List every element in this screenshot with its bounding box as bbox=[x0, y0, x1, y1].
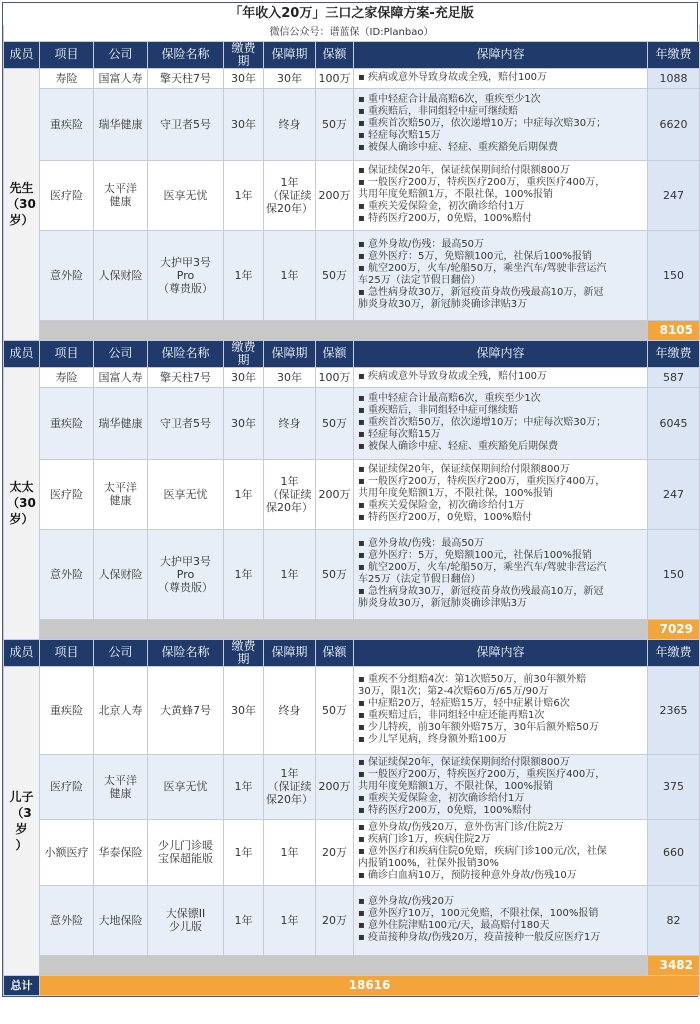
header-cell: 项目 bbox=[40, 639, 94, 666]
product-cell: 大护甲3号 Pro （尊贵版） bbox=[148, 230, 224, 320]
term-cell: 终身 bbox=[264, 387, 316, 459]
term-cell: 1年 （保证续 保20年） bbox=[264, 754, 316, 819]
company-cell: 华泰保险 bbox=[94, 819, 148, 885]
item-cell: 重疾险 bbox=[40, 387, 94, 459]
pay-cell: 1年 bbox=[224, 754, 264, 819]
term-cell: 1年 bbox=[264, 885, 316, 955]
header-cell: 保险名称 bbox=[148, 41, 224, 68]
coverage-content: ▪ 重疾不分组赔4次：第1次赔50万，前30年额外赔 30万，限1次；第2-4次赔60万/65万/90万 ▪ 中症赔20万，轻症赔15万，轻中症累计赔6次 ▪ 重疾赔过后，非同组轻中症还能再赔1次 ▪ 少儿特疾，前30年额外赔75万，30年后额外赔50万 ▪ 少儿罕见病，终身额外赔100万 bbox=[354, 666, 648, 754]
table-row bbox=[4, 230, 700, 320]
product-cell: 大保镖II 少儿版 bbox=[148, 885, 224, 955]
item-cell: 寿险 bbox=[40, 68, 94, 88]
table-header-row bbox=[4, 639, 700, 666]
header-cell: 保险名称 bbox=[148, 639, 224, 666]
annual-fee: 660 bbox=[648, 819, 700, 885]
coverage-content: ▪ 意外身故/伤残：最高50万 ▪ 意外医疗：5万，免赔额100元，社保后100%报销 ▪ 航空200万，火车/轮船50万，乘坐汽车/驾驶非营运汽 车25万（法定节假日翻倍） ▪ 急性病身故30万，新冠疫苗身故伤残最高10万，新冠 肺炎身故30万，新冠肺炎确诊津贴3万 bbox=[354, 529, 648, 619]
amount-cell: 50万 bbox=[316, 230, 354, 320]
company-cell: 国富人寿 bbox=[94, 68, 148, 88]
company-cell: 太平洋 健康 bbox=[94, 160, 148, 230]
header-cell: 公司 bbox=[94, 41, 148, 68]
header-cell: 年缴费 bbox=[648, 41, 700, 68]
header-cell: 公司 bbox=[94, 340, 148, 367]
subtotal-blank bbox=[40, 955, 648, 975]
header-cell: 缴费期 bbox=[224, 41, 264, 68]
annual-fee: 82 bbox=[648, 885, 700, 955]
table-row bbox=[4, 367, 700, 387]
term-cell: 1年 bbox=[264, 230, 316, 320]
amount-cell: 20万 bbox=[316, 819, 354, 885]
subtotal-row bbox=[4, 320, 700, 340]
product-cell: 大黄蜂7号 bbox=[148, 666, 224, 754]
coverage-content: ▪ 重中轻症合计最高赔6次，重疾至少1次 ▪ 重疾赔后，非同组轻中症可继续赔 ▪ 重疾首次赔50万，依次递增10万；中症每次赔30万； ▪ 轻症每次赔15万 ▪ 被保人确诊中症、轻症、重疾豁免后期保费 bbox=[354, 88, 648, 160]
coverage-content: ▪ 重中轻症合计最高赔6次，重疾至少1次 ▪ 重疾赔后，非同组轻中症可继续赔 ▪ 重疾首次赔50万，依次递增10万；中症每次赔30万； ▪ 轻症每次赔15万 ▪ 被保人确诊中症、轻症、重疾豁免后期保费 bbox=[354, 387, 648, 459]
table-row bbox=[4, 819, 700, 885]
company-cell: 北京人寿 bbox=[94, 666, 148, 754]
header-cell: 年缴费 bbox=[648, 340, 700, 367]
pay-cell: 30年 bbox=[224, 367, 264, 387]
item-cell: 意外险 bbox=[40, 230, 94, 320]
total-label: 总计 bbox=[4, 975, 40, 995]
amount-cell: 200万 bbox=[316, 459, 354, 529]
company-cell: 太平洋 健康 bbox=[94, 459, 148, 529]
member-name: 先生 （30 岁） bbox=[4, 68, 40, 340]
coverage-content: ▪ 疾病或意外导致身故或全残，赔付100万 bbox=[354, 367, 648, 387]
pay-cell: 1年 bbox=[224, 230, 264, 320]
page-subtitle: 微信公众号：谱蓝保（ID:Planbao） bbox=[4, 25, 700, 41]
product-cell: 医享无忧 bbox=[148, 459, 224, 529]
header-cell: 保额 bbox=[316, 639, 354, 666]
subtotal-amount: 3482 bbox=[648, 955, 700, 975]
item-cell: 小额医疗 bbox=[40, 819, 94, 885]
subtotal-row bbox=[4, 955, 700, 975]
pay-cell: 1年 bbox=[224, 529, 264, 619]
annual-fee: 247 bbox=[648, 160, 700, 230]
annual-fee: 1088 bbox=[648, 68, 700, 88]
term-cell: 1年 bbox=[264, 819, 316, 885]
header-cell: 缴费期 bbox=[224, 639, 264, 666]
member-name: 太太 （30 岁） bbox=[4, 367, 40, 639]
coverage-content: ▪ 意外身故/伤残：最高50万 ▪ 意外医疗：5万，免赔额100元，社保后100%报销 ▪ 航空200万，火车/轮船50万，乘坐汽车/驾驶非营运汽 车25万（法定节假日翻倍） ▪ 急性病身故30万，新冠疫苗身故伤残最高10万，新冠 肺炎身故30万，新冠肺炎确诊津贴3万 bbox=[354, 230, 648, 320]
header-cell: 保险名称 bbox=[148, 340, 224, 367]
pay-cell: 30年 bbox=[224, 68, 264, 88]
amount-cell: 50万 bbox=[316, 88, 354, 160]
table-row bbox=[4, 885, 700, 955]
coverage-content: ▪ 意外身故/伤残20万，意外伤害门诊/住院2万 ▪ 疾病门诊1万，疾病住院2万 ▪ 意外医疗和疾病住院0免赔，疾病门诊100元/次，社保 内报销100%，社保外报销30% ▪ 确诊白血病10万，预防接种意外身故/伤残10万 bbox=[354, 819, 648, 885]
plan-table bbox=[3, 3, 700, 996]
annual-fee: 587 bbox=[648, 367, 700, 387]
header-cell: 项目 bbox=[40, 340, 94, 367]
header-cell: 保障内容 bbox=[354, 639, 648, 666]
subtotal-amount: 8105 bbox=[648, 320, 700, 340]
company-cell: 瑞华健康 bbox=[94, 387, 148, 459]
table-header-row bbox=[4, 340, 700, 367]
pay-cell: 1年 bbox=[224, 885, 264, 955]
subtotal-amount: 7029 bbox=[648, 619, 700, 639]
company-cell: 太平洋 健康 bbox=[94, 754, 148, 819]
term-cell: 终身 bbox=[264, 666, 316, 754]
header-cell: 保障期 bbox=[264, 41, 316, 68]
item-cell: 医疗险 bbox=[40, 459, 94, 529]
company-cell: 瑞华健康 bbox=[94, 88, 148, 160]
table-row bbox=[4, 529, 700, 619]
annual-fee: 2365 bbox=[648, 666, 700, 754]
pay-cell: 1年 bbox=[224, 819, 264, 885]
item-cell: 意外险 bbox=[40, 885, 94, 955]
header-cell: 保障期 bbox=[264, 340, 316, 367]
header-cell: 缴费期 bbox=[224, 340, 264, 367]
term-cell: 1年 bbox=[264, 529, 316, 619]
table-row bbox=[4, 387, 700, 459]
table-row bbox=[4, 459, 700, 529]
pay-cell: 30年 bbox=[224, 666, 264, 754]
coverage-content: ▪ 保证续保20年，保证续保期间给付限额800万 ▪ 一般医疗200万，特疾医疗200万，重疾医疗400万， 共用年度免赔额1万，不限社保，100%报销 ▪ 重疾关爱保险金，初次确诊给付1万 ▪ 特药医疗200万，0免赔，100%赔付 bbox=[354, 160, 648, 230]
amount-cell: 200万 bbox=[316, 160, 354, 230]
company-cell: 国富人寿 bbox=[94, 367, 148, 387]
subtotal-blank bbox=[40, 320, 648, 340]
header-cell: 成员 bbox=[4, 41, 40, 68]
amount-cell: 50万 bbox=[316, 387, 354, 459]
term-cell: 30年 bbox=[264, 68, 316, 88]
product-cell: 大护甲3号 Pro （尊贵版） bbox=[148, 529, 224, 619]
item-cell: 重疾险 bbox=[40, 666, 94, 754]
header-cell: 保额 bbox=[316, 41, 354, 68]
annual-fee: 375 bbox=[648, 754, 700, 819]
annual-fee: 6620 bbox=[648, 88, 700, 160]
header-cell: 成员 bbox=[4, 340, 40, 367]
item-cell: 寿险 bbox=[40, 367, 94, 387]
pay-cell: 1年 bbox=[224, 160, 264, 230]
annual-fee: 150 bbox=[648, 230, 700, 320]
amount-cell: 20万 bbox=[316, 885, 354, 955]
header-cell: 成员 bbox=[4, 639, 40, 666]
header-cell: 项目 bbox=[40, 41, 94, 68]
coverage-content: ▪ 保证续保20年，保证续保期间给付限额800万 ▪ 一般医疗200万，特疾医疗200万，重疾医疗400万， 共用年度免赔额1万，不限社保，100%报销 ▪ 重疾关爱保险金，初次确诊给付1万 ▪ 特药医疗200万，0免赔，100%赔付 bbox=[354, 754, 648, 819]
term-cell: 1年 （保证续 保20年） bbox=[264, 160, 316, 230]
page-title: 「年收入20万」三口之家保障方案-充足版 bbox=[229, 6, 474, 21]
header-cell: 保障期 bbox=[264, 639, 316, 666]
product-cell: 医享无忧 bbox=[148, 160, 224, 230]
term-cell: 1年 （保证续 保20年） bbox=[264, 459, 316, 529]
product-cell: 守卫者5号 bbox=[148, 387, 224, 459]
table-row bbox=[4, 666, 700, 754]
pay-cell: 30年 bbox=[224, 88, 264, 160]
header-cell: 保障内容 bbox=[354, 340, 648, 367]
annual-fee: 6045 bbox=[648, 387, 700, 459]
amount-cell: 100万 bbox=[316, 68, 354, 88]
coverage-content: ▪ 意外身故/伤残20万 ▪ 意外医疗10万，100元免赔，不限社保，100%报销 ▪ 意外住院津贴100元/天，最高赔付180天 ▪ 疫苗接种身故/伤残20万，疫苗接种一般反应医疗1万 bbox=[354, 885, 648, 955]
annual-fee: 150 bbox=[648, 529, 700, 619]
coverage-content: ▪ 疾病或意外导致身故或全残，赔付100万 bbox=[354, 68, 648, 88]
company-cell: 人保财险 bbox=[94, 529, 148, 619]
table-row bbox=[4, 88, 700, 160]
amount-cell: 100万 bbox=[316, 367, 354, 387]
pay-cell: 30年 bbox=[224, 387, 264, 459]
table-row bbox=[4, 160, 700, 230]
company-cell: 大地保险 bbox=[94, 885, 148, 955]
amount-cell: 200万 bbox=[316, 754, 354, 819]
annual-fee: 247 bbox=[648, 459, 700, 529]
product-cell: 擎天柱7号 bbox=[148, 68, 224, 88]
item-cell: 医疗险 bbox=[40, 160, 94, 230]
product-cell: 擎天柱7号 bbox=[148, 367, 224, 387]
header-cell: 保障内容 bbox=[354, 41, 648, 68]
table-header-row bbox=[4, 41, 700, 68]
term-cell: 终身 bbox=[264, 88, 316, 160]
member-name: 儿子 （3岁 ） bbox=[4, 666, 40, 975]
amount-cell: 50万 bbox=[316, 529, 354, 619]
header-cell: 保额 bbox=[316, 340, 354, 367]
insurance-plan-table bbox=[2, 2, 698, 997]
item-cell: 重疾险 bbox=[40, 88, 94, 160]
company-cell: 人保财险 bbox=[94, 230, 148, 320]
product-cell: 守卫者5号 bbox=[148, 88, 224, 160]
product-cell: 少儿门诊暖 宝保超能版 bbox=[148, 819, 224, 885]
coverage-content: ▪ 保证续保20年，保证续保期间给付限额800万 ▪ 一般医疗200万，特疾医疗200万，重疾医疗400万， 共用年度免赔额1万，不限社保，100%报销 ▪ 重疾关爱保险金，初次确诊给付1万 ▪ 特药医疗200万，0免赔，100%赔付 bbox=[354, 459, 648, 529]
term-cell: 30年 bbox=[264, 367, 316, 387]
total-row bbox=[4, 975, 700, 995]
subtotal-blank bbox=[40, 619, 648, 639]
item-cell: 意外险 bbox=[40, 529, 94, 619]
table-row bbox=[4, 68, 700, 88]
header-cell: 公司 bbox=[94, 639, 148, 666]
item-cell: 医疗险 bbox=[40, 754, 94, 819]
product-cell: 医享无忧 bbox=[148, 754, 224, 819]
total-amount: 18616 bbox=[40, 975, 700, 995]
amount-cell: 50万 bbox=[316, 666, 354, 754]
pay-cell: 1年 bbox=[224, 459, 264, 529]
subtotal-row bbox=[4, 619, 700, 639]
header-cell: 年缴费 bbox=[648, 639, 700, 666]
table-row bbox=[4, 754, 700, 819]
